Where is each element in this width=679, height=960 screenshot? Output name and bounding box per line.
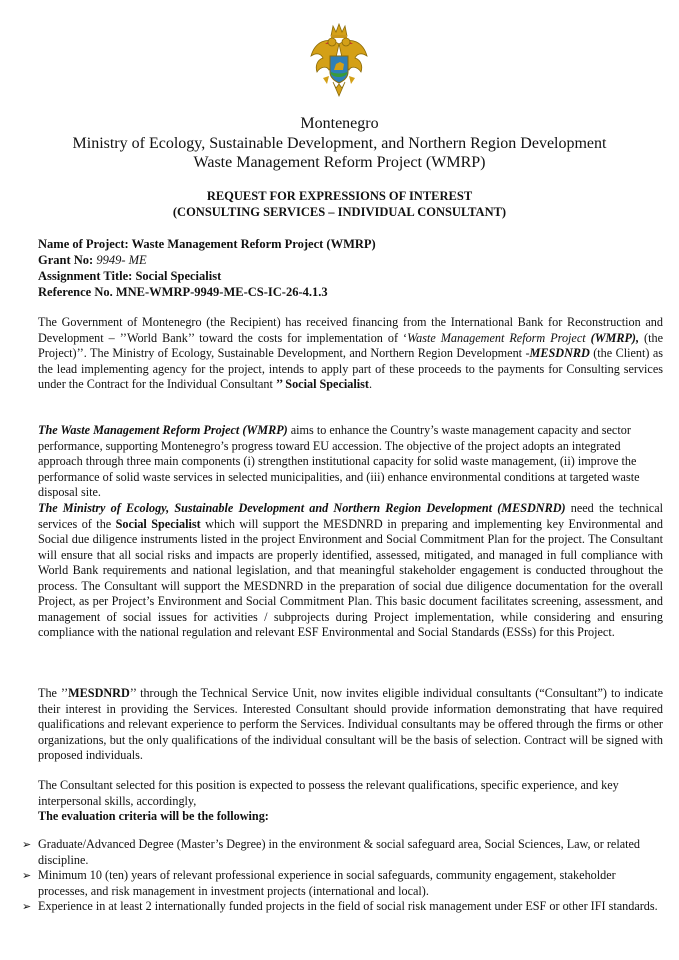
project-name-label: Name of Project:	[38, 237, 132, 251]
rfei-title: REQUEST FOR EXPRESSIONS OF INTEREST	[206, 189, 473, 203]
paragraph-invitation	[38, 686, 663, 764]
arrow-bullet-icon: ➢	[22, 869, 32, 882]
coat-of-arms-emblem	[309, 22, 369, 102]
p2-text-b: aims to enhance the Country’s waste management capacity and sector performance, supporting Montenegro’s progress toward EU accession. The objective of the project adopts an integrated approach through three main components (i) strengthen institutional capacity for solid waste management, (ii) improve the performance of solid waste services in selected municipalities, and (iii) enhance environmental conditions at targeted waste disposal site.	[38, 423, 640, 499]
p4-text-a: The ’’	[38, 686, 69, 700]
reference-value: MNE-WMRP-9949-ME-CS-IC-26-4.1.3	[115, 285, 328, 299]
paragraph-financing	[38, 315, 663, 393]
p1-text-c: (WMRP),	[585, 330, 640, 345]
paragraph-ministry-need	[38, 501, 663, 641]
p1-text-g: ’’ Social Specialist	[275, 377, 369, 391]
project-name-value: Waste Management Reform Project (WMRP)	[131, 237, 376, 251]
p2-text-a: The Waste Management Reform Project (WMRP)	[38, 423, 288, 437]
evaluation-criteria-heading: The evaluation criteria will be the following:	[38, 809, 269, 823]
p1-text-h: .	[368, 377, 372, 391]
p3-text-d: which will support the MESDNRD in preparing and implementing key Environmental and Social due diligence instruments listed in the project Environment and Social Commitment Plan for the project. The Consultant will ensure that all social risks and impacts are properly identified, assessed, mitigated, and managed in full compliance with World Bank requirements and national legislation, and that meaningful stakeholder engagement is conducted throughout the process. The Consultant will support the MESDNRD in the preparation of social due diligence documentation for the overall Project, as per Project’s Environment and Social Commitment Plan. This basic document facilitates screening, assessment, and management of social issues for activities / subprojects during Project implementation, while considering and ensuring compliance with the national regulation and relevant ESF Environmental and Social Standards (ESSs) for this Project.	[38, 516, 663, 639]
reference-line	[38, 284, 328, 300]
p1-text-d: (the Project)’’. The Ministry of Ecology, Sustainable Development, and Northern Region Development -	[38, 330, 663, 360]
grant-line	[38, 252, 147, 268]
list-item	[22, 868, 662, 899]
project-name-line	[38, 236, 376, 252]
project-heading: Waste Management Reform Project (WMRP)	[193, 154, 486, 171]
p3-text-a: The Ministry of Ecology, Sustainable Development and Northern Region Development (MESDNRD)	[38, 501, 566, 515]
p4-text-c: ’’ through the Technical Service Unit, now invites eligible individual consultants (“Consultant”) to indicate their interest in providing the Services. Interested Consultant should provide information demonstrating that have required qualifications and relevant experience to perform the Services. Individual consultants may be offered through the firms or other organizations, but the only qualifications of the individual consultant will be the basis of selection. Contract will be signed with proposed individuals.	[38, 686, 663, 762]
criteria-text: Minimum 10 (ten) years of relevant professional experience in social safeguards, community engagement, stakeholder processes, and risk management in investment projects (international and local).	[38, 868, 616, 898]
p1-text-f: (the Client) as the lead implementing agency for the project, intends to apply part of these proceeds to the payments for Consulting services under the Contract for the Individual Consultant	[38, 346, 664, 391]
criteria-text: Experience in at least 2 internationally funded projects in the field of social risk management under ESF or other IFI standards.	[38, 899, 658, 913]
p1-text-a: The Government of Montenegro (the Recipient) has received financing from the International Bank for Reconstruction and Development – ’’World Bank’’ toward the costs for implementation of ‘	[38, 315, 663, 345]
arrow-bullet-icon: ➢	[22, 900, 32, 913]
reference-label: Reference No.	[38, 285, 116, 299]
criteria-text: Graduate/Advanced Degree (Master’s Degree) in the environment & social safeguard area, Social Sciences, Law, or related discipline.	[38, 837, 641, 867]
p4-text-b: MESDNRD	[68, 686, 130, 700]
list-item	[22, 899, 662, 915]
p5-text-a: The Consultant selected for this position is expected to possess the relevant qualifications, specific experience, and key interpersonal skills, accordingly,	[38, 778, 619, 808]
assignment-line	[38, 268, 221, 284]
country-heading: Montenegro	[300, 115, 379, 132]
list-item	[22, 837, 662, 868]
grant-value: 9949- ME	[96, 253, 147, 267]
p3-text-b: need the technical services of the	[38, 501, 663, 531]
rfei-subtitle: (CONSULTING SERVICES – INDIVIDUAL CONSULTANT)	[172, 205, 507, 219]
grant-label: Grant No:	[38, 253, 97, 267]
p1-text-b: Waste Management Reform Project	[407, 330, 586, 345]
paragraph-project-aims	[38, 423, 663, 501]
paragraph-qualifications	[38, 778, 663, 825]
arrow-bullet-icon: ➢	[22, 838, 32, 851]
p3-text-c: Social Specialist	[115, 516, 201, 531]
p1-text-e: MESDNRD	[529, 346, 590, 360]
assignment-value: Social Specialist	[135, 269, 222, 283]
ministry-heading: Ministry of Ecology, Sustainable Development, and Northern Region Development	[72, 135, 607, 152]
assignment-label: Assignment Title:	[38, 269, 136, 283]
